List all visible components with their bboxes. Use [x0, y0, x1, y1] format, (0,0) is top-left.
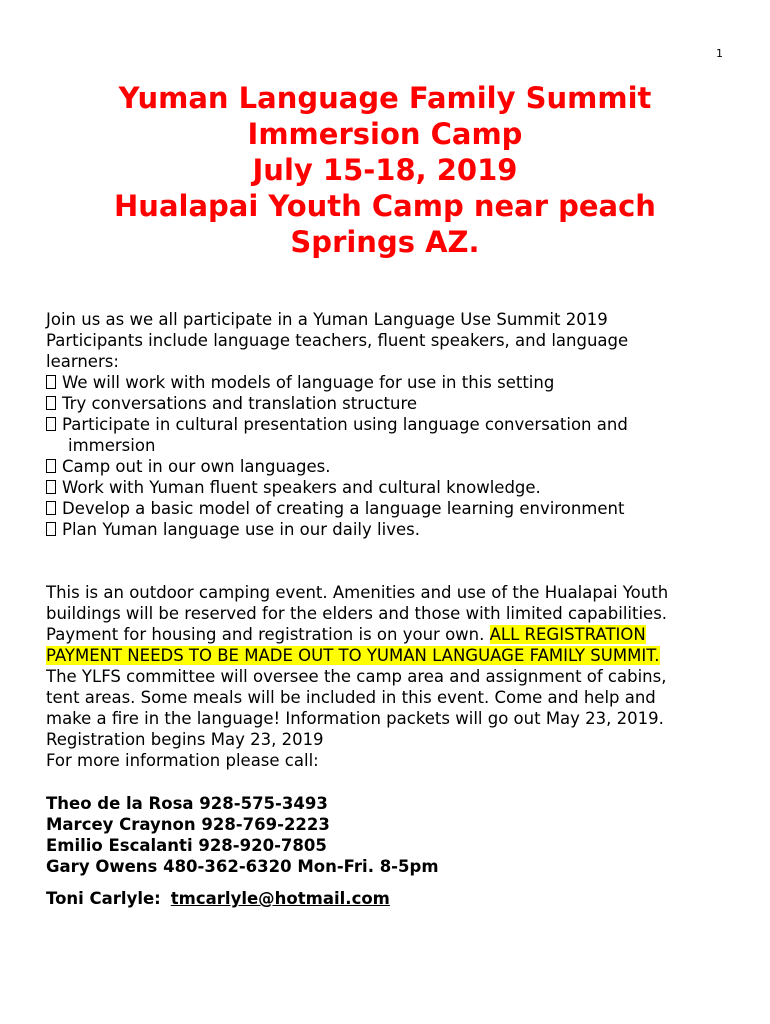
title-line: July 15-18, 2019 [252, 153, 518, 187]
bullet-text: Camp out in our own languages. [62, 457, 331, 476]
intro-line: learners: [46, 352, 119, 371]
email-link[interactable]: tmcarlyle@hotmail.com [170, 889, 390, 908]
info-text: Payment for housing and registration is on your own. [46, 625, 490, 644]
info-line: buildings will be reserved for the elders and those with limited capabilities. [46, 604, 668, 623]
bullet-icon [46, 501, 56, 515]
list-item [46, 456, 736, 477]
info-line: make a fire in the language! Information packets will go out May 23, 2019. [46, 709, 664, 728]
contact-list [46, 793, 439, 877]
list-item [46, 498, 736, 519]
intro-section [46, 309, 736, 540]
bullet-text: We will work with models of language for use in this setting [62, 373, 555, 392]
list-item [46, 477, 736, 498]
page-number: 1 [716, 47, 723, 60]
bullet-icon [46, 480, 56, 494]
bullet-list [46, 372, 736, 540]
highlighted-text: PAYMENT NEEDS TO BE MADE OUT TO YUMAN LANGUAGE FAMILY SUMMIT. [46, 646, 660, 665]
title-line: Springs AZ. [290, 225, 480, 259]
email-contact-name: Toni Carlyle: [46, 889, 161, 908]
info-line: tent areas. Some meals will be included in this event. Come and help and [46, 688, 656, 707]
title-line: Hualapai Youth Camp near peach [114, 189, 656, 223]
info-line [46, 645, 736, 666]
bullet-text: Plan Yuman language use in our daily lives. [62, 520, 420, 539]
bullet-icon [46, 459, 56, 473]
info-line: For more information please call: [46, 751, 319, 770]
contact-line: Gary Owens 480-362-6320 Mon-Fri. 8-5pm [46, 857, 439, 876]
intro-line: Participants include language teachers, fluent speakers, and language [46, 331, 629, 350]
bullet-continuation: immersion [68, 436, 156, 455]
bullet-icon [46, 375, 56, 389]
intro-line: Join us as we all participate in a Yuman Language Use Summit 2019 [46, 310, 608, 329]
bullet-text: Try conversations and translation structure [62, 394, 418, 413]
info-line: This is an outdoor camping event. Amenities and use of the Hualapai Youth [46, 583, 669, 602]
info-line [46, 624, 736, 645]
list-item [46, 393, 736, 414]
contact-line: Emilio Escalanti 928-920-7805 [46, 836, 327, 855]
highlighted-text: ALL REGISTRATION [489, 625, 646, 644]
bullet-text: Develop a basic model of creating a language learning environment [62, 499, 625, 518]
bullet-text: Work with Yuman fluent speakers and cultural knowledge. [62, 478, 541, 497]
info-section [46, 582, 736, 771]
list-item [46, 372, 736, 393]
email-contact [46, 888, 390, 909]
bullet-icon [46, 522, 56, 536]
contact-line: Theo de la Rosa 928-575-3493 [46, 794, 328, 813]
list-item [46, 519, 736, 540]
bullet-icon [46, 417, 56, 431]
bullet-text: Participate in cultural presentation using language conversation and [62, 415, 628, 434]
title-line: Yuman Language Family Summit [118, 81, 652, 115]
title-line: Immersion Camp [247, 117, 523, 151]
info-line: Registration begins May 23, 2019 [46, 730, 324, 749]
bullet-icon [46, 396, 56, 410]
document-title [0, 80, 770, 260]
list-item [46, 414, 736, 435]
info-line: The YLFS committee will oversee the camp area and assignment of cabins, [46, 667, 667, 686]
contact-line: Marcey Craynon 928-769-2223 [46, 815, 330, 834]
